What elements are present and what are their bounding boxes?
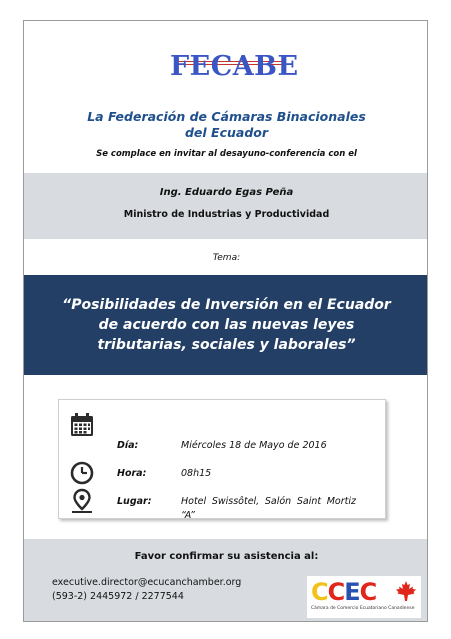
speaker-role: Ministro de Industrias y Productividad — [123, 209, 330, 220]
place-value: Hotel Swissôtel, Salón Saint Mortiz “A” — [181, 496, 356, 521]
time-label: Hora: — [117, 468, 147, 479]
ccec-letter-e: E — [344, 578, 360, 606]
ccec-logo — [307, 576, 421, 618]
speaker-name: Ing. Eduardo Egas Peña — [159, 187, 294, 198]
invitation-card — [23, 20, 428, 622]
organization-title — [24, 109, 428, 141]
ccec-letter-c1: C — [311, 578, 328, 606]
confirmation-title: Favor confirmar su asistencia al: — [134, 551, 319, 562]
map-pin-icon — [69, 488, 95, 514]
ccec-letter-c2: C — [327, 578, 345, 606]
organization-line-2: del Ecuador — [184, 125, 269, 140]
clock-icon — [69, 460, 95, 486]
invitation-text: Se complace en invitar al desayuno-conferencia con el — [96, 149, 357, 159]
confirmation-band — [24, 539, 428, 622]
organization-line-1: La Federación de Cámaras Binacionales — [87, 109, 366, 124]
speaker-band — [24, 173, 428, 239]
day-value: Miércoles 18 de Mayo de 2016 — [181, 440, 327, 451]
topic-label: Tema: — [212, 253, 241, 263]
contact-email[interactable]: executive.director@ecucanchamber.org — [52, 577, 242, 588]
place-label: Lugar: — [117, 496, 152, 507]
topic-band — [24, 275, 428, 375]
contact-phone: (593-2) 2445972 / 2277544 — [52, 591, 184, 602]
maple-leaf-icon — [395, 580, 417, 602]
ccec-letter-c3: C — [359, 578, 377, 606]
time-value: 08h15 — [181, 468, 212, 479]
topic-text: “Posibilidades de Inversión en el Ecuador de acuerdo con las nuevas leyes tributarias, sociales y laborales” — [62, 297, 391, 353]
logo-text: FECABE — [170, 51, 299, 82]
event-details — [58, 399, 386, 519]
ccec-logo-letters — [311, 578, 376, 606]
calendar-icon — [69, 412, 95, 438]
day-label: Día: — [117, 440, 139, 451]
ccec-logo-subtitle: Cámara de Comercio Ecuatoriano Canadiense — [311, 606, 415, 611]
fecabe-logo — [170, 49, 299, 85]
